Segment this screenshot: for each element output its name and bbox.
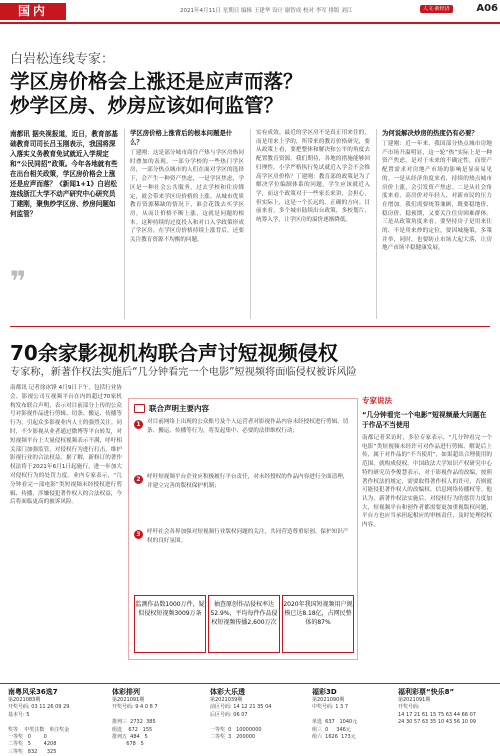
column-divider (250, 129, 251, 319)
lottery-title: 体彩排列 (112, 688, 140, 696)
folio-line: 2021年4月11日 星期日 编辑 王建华 设计 谢智成 校对 李军 排版 刘江 (180, 8, 353, 14)
stat-card: 2020年我国短视频用户规模已达8.18亿，占网民整体的87% (282, 595, 354, 653)
column-divider (124, 129, 125, 319)
lottery-title: 南粤风采36选7 (8, 688, 58, 696)
lottery-results: 第2021083期 开奖号码: 03 11 26 09 29 基本号: 5 奖等 中奖注数 单注奖金 一等奖 0 0 二等奖 5 4208 三等奖 832 325 (8, 697, 70, 755)
expert-column-head: 专家说法 (362, 396, 392, 405)
story1-col2-body: 丁建刚：这是部分城市商住产热与学区房热同时叠加的表现。一部分学校的一些热门学区房，一部分热点城市的人们在面对学区的选择下，会产生一种资产焦虑，一是学区焦虑，学区是一种社会公共服务，过去学校和住房绑定，就会带来学区房价格的上涨。从城市优质教育资源稀缺的情况下，谁会花钱去买学区房，从而让价格不断上涨，这就是问题的根本。这种持续的过度投入和对口入学政策形成了学区房。在学区房价格持续上涨背后，还要关注教育资源不均衡的问题。 (130, 150, 244, 244)
top-rule (0, 22, 500, 24)
story1-col2-head: 学区房价格上涨背后的根本问题是什么？ (130, 129, 233, 146)
section-pill: 人文·新经济 (420, 5, 453, 13)
expert-column (362, 395, 492, 664)
story1-headline-line2: 炒学区房、炒房应该如何监管？ (10, 94, 284, 117)
stat-card: 抽查原创作品侵权率达52.9%，平均每件作品侵权短视频传播2,600万次 (208, 595, 280, 653)
story2-body: 南都讯 记者徐冰锋 4月9日下午，包括行业协会、影视公司互视频平台在内的超过70家机构发布联合声明，表示对目前部分上传的公众号对影视作品进行剪辑、切条、搬运、传播等行为，引起众多影视业内人士的强烈关注。同时，不少影视从业者通过微博等平台转发，对短视频平台上大量侵权视频表示不满，呼吁相关部门加强监管，对侵权行为进行打击，维护影视行业的合法权益。据了解，新修订的著作权法将于2021年6月1日起施行，进一步加大对侵权行为的处罚力度。业内专家表示，“几分钟看完一部电影”类短视频未经授权进行剪辑、传播，涉嫌侵犯著作权人的合法权益，今后将面临更高的被诉风险。 (10, 385, 122, 506)
list-item: 呼吁短视频平台企业应积极履行平台责任，对未经授权的作品内容进行全面清理，并建立完善的版权保护机制； (147, 474, 349, 489)
story1-headline-line1: 学区房价格会上涨还是应声而落？ (10, 70, 303, 93)
lottery-results: 第2021039期 前区号码: 14 12 21 35 04 后区号码: 06 07 一等奖 0 10000000 二等奖 3 200000 (210, 697, 272, 741)
lottery-results: 第2021091期 开奖号码: 14 17 21 61 15 75 63 44 66 07 24 30 57 63 35 10 43 56 10 09 (398, 697, 476, 726)
story1-col4-head: 为何说解决炒房的热度仍有必要？ (382, 129, 478, 137)
story1-col4-body: 丁建刚：近一年来，我国部分热点城市房地产市场升温明显，这一轮“热”实际上是一种资产焦虑，是对于未来的不确定性，而资产配置需求对房地产市场的影响是显而易见的。一是从经济角度来看，持续的热点城市房价上涨，会引发资产焦虑。二是从社会角度来看，高房价对年轻人、对新市民的压力在增加。我们需要统筹兼顾，既要稳地价、稳房价、稳预期，又要关注住房困难群体。三是从政策角度来看，要坚持房子是用来住的、不是用来炒的定位，要因城施策，多策并举，同时，也要防止市场大起大落，让房地产市场平稳健康发展。 (382, 141, 492, 252)
list-bullet-icon: 3 (134, 530, 143, 539)
section-tag: 国内 (0, 3, 66, 20)
lottery-title: 福彩3D (312, 688, 337, 696)
footer-rule (0, 683, 500, 684)
story2-subhead: 专家称，新著作权法实施后“几分钟看完一个电影”短视频将面临侵权被诉风险 (10, 367, 357, 378)
list-item: 对目前网络上出现的公众账号及个人运营者对影视作品内容未经授权进行剪辑、切条、搬运、传播等行为，将发起集中、必要的法律维权行动； (147, 419, 349, 434)
lottery-results: 第2021091期 开奖号码: 9 4 0 8 7 排列三 2732 385 组选 672 155 排列五 484 5 678 5 (112, 697, 158, 748)
stat-card: 监测作品数1000万件，疑似侵权短视频3009万条 (134, 595, 206, 653)
film-icon (134, 404, 145, 413)
column-divider (376, 129, 377, 319)
story2-headline: 70余家影视机构联合声讨短视频侵权 (10, 341, 338, 365)
story1-headline (10, 70, 490, 118)
expert-column-body: 南都记者采访时，多位专家表示，“几分钟看完一个电影”类短视频未经许可对作品进行剪辑、解说后上传，属于对作品的“不当使用”，如果超出合理使用的范围，就构成侵权。中国政法大学知识产权研究中心特约研究员李俊慧表示，对于影视作品的改编，按照著作权法的规定，需要取得著作权人的许可，否则就可能侵犯著作权人的改编权、信息网络传播权等。他认为，新著作权法实施后，对侵权行为的惩罚力度加大，短视频平台和创作者都需要更加重视版权问题，平台方也应当承担起相应的审核责任，及时处理侵权内容。 (362, 435, 492, 529)
lottery-title: 体彩大乐透 (210, 688, 245, 696)
page-number: A06 (476, 3, 498, 14)
section-divider (10, 326, 490, 327)
list-item: 呼吁社会各界加强对短视频行业版权问题的关注，共同营造尊重原创、保护知识产权的良好氛围。 (147, 529, 349, 544)
list-bullet-icon: 2 (134, 475, 143, 484)
list-bullet-icon: 1 (134, 420, 143, 429)
lottery-results: 第2021090期 中奖号码: 1 3 7 单选 637 1040元 组三 0 346元 组六 1626 173元 (312, 697, 358, 741)
story1-lead: 南都讯 据央视报道，近日，教育部基础教育司司长吕玉刚表示，我国将深入落实义务教育免试就近入学规定和“公民同招”政策。今年各地就有些在出台相关政策，学区房价格会上涨还是应声而落？《新闻1+1》白岩松连线浙江大学不动产研究中心研究员丁建刚，聚焦炒学区房、炒房问题如何监管？ (10, 130, 118, 218)
statement-box-title: 联合声明主要内容 (149, 404, 209, 413)
story1-kicker: 白岩松连线专家： (10, 52, 115, 67)
expert-column-subhead: “几分钟看完一个电影”短视频最大问题在于作品不当使用 (362, 411, 487, 429)
quote-mark-icon: ❞ (10, 265, 27, 298)
lottery-title: 福利彩票“快乐8” (398, 688, 455, 696)
top-bar (0, 0, 500, 24)
story1-col3-body: 实有成效。最近的学区房不是真正用来住的，而是用来上学的，所带来的教育价格研究，要从政策上看，要把整体和解决和公平的角度去配置教育资源。我们期待，各地的措施能够回归理性。小学严格执行免试就近入学会不会推高学区房价格？丁建刚：教育部的政策是为了解决学位编制体系的问题，学生应该就近入学，而这个政策对于一些家长来讲，会担心，但实际上，这是一个长远的、正确的方向。目前来看，多个城市陆续出台政策，多校划片、统筹入学，让学区房的溢价逐渐降低。 (256, 130, 370, 224)
